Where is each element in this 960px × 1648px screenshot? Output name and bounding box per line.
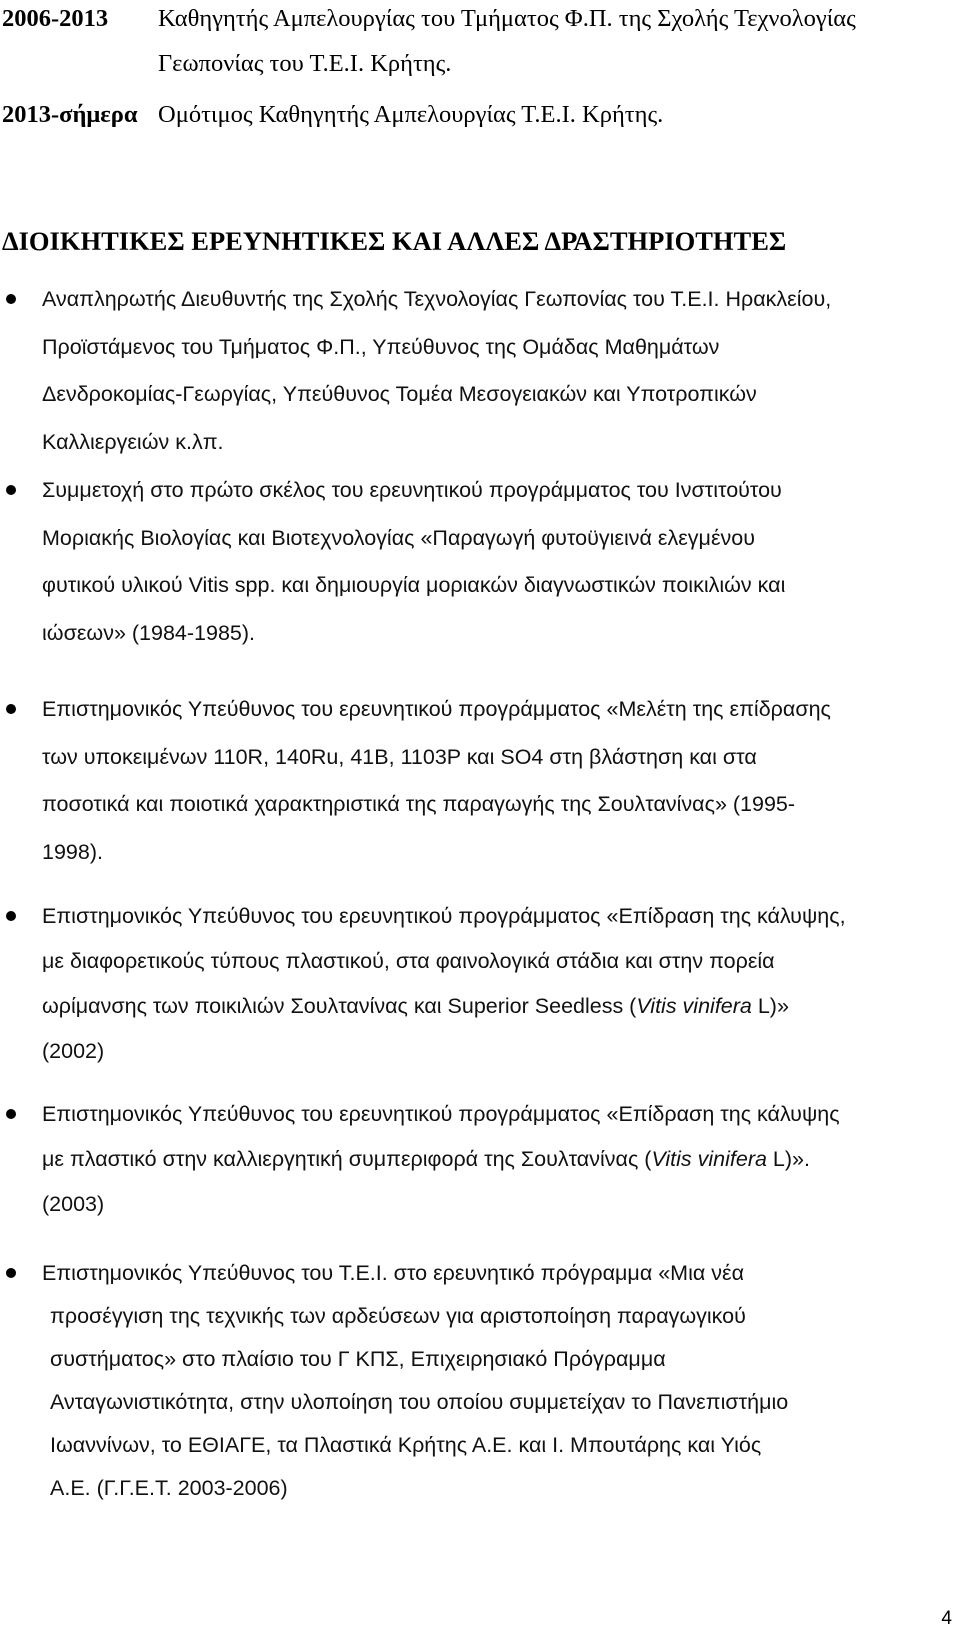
page-number: 4 (941, 1608, 952, 1629)
bullet-icon (6, 704, 16, 714)
career-line: Γεωπονίας του Τ.Ε.Ι. Κρήτης. (158, 50, 452, 77)
activity-line: ιώσεων» (1984-1985). (42, 620, 255, 645)
activity-text (42, 467, 942, 657)
activity-line: Α.Ε. (Γ.Γ.Ε.Τ. 2003-2006) (50, 1476, 288, 1500)
activity-line: Προϊστάμενος του Τμήματος Φ.Π., Υπεύθυνος της Ομάδας Μαθημάτων (42, 334, 720, 359)
activity-line: Μοριακής Βιολογίας και Βιοτεχνολογίας «Παραγωγή φυτοϋγιεινά ελεγμένου (42, 525, 755, 550)
bullet-icon (6, 1268, 16, 1278)
activity-line: των υποκειμένων 110R, 140Ru, 41B, 1103P και SO4 στη βλάστηση και στα (42, 744, 757, 769)
activity-text (42, 276, 942, 466)
career-years: 2006-2013 (2, 5, 109, 32)
activity-line: Επιστημονικός Υπεύθυνος του ερευνητικού προγράμματος «Μελέτη της επίδρασης (42, 697, 831, 721)
activity-line: (2002) (42, 1039, 105, 1063)
career-line: Καθηγητής Αμπελουργίας του Τμήματος Φ.Π. της Σχολής Τεχνολογίας (158, 5, 856, 32)
activity-line: Καλλιεργειών κ.λπ. (42, 429, 224, 454)
activity-text (42, 894, 942, 1074)
activity-line: Επιστημονικός Υπεύθυνος του ερευνητικού προγράμματος «Επίδραση της κάλυψης (42, 1102, 840, 1126)
activity-text (42, 1252, 942, 1510)
activity-line: με πλαστικό στην καλλιεργητική συμπεριφορά της Σουλτανίνας (Vitis vinifera L)». (42, 1147, 810, 1171)
activity-line: συστήματος» στο πλαίσιο του Γ ΚΠΣ, Επιχειρησιακό Πρόγραμμα (50, 1347, 666, 1371)
activity-line: φυτικού υλικού Vitis spp. και δημιουργία μοριακών διαγνωστικών ποικιλιών και (42, 573, 786, 597)
activity-line: Δενδροκομίας-Γεωργίας, Υπεύθυνος Τομέα Μεσογειακών και Υποτροπικών (42, 382, 757, 406)
activity-line: 1998). (42, 839, 103, 864)
bullet-icon (6, 485, 16, 495)
activity-text (42, 686, 942, 876)
activity-line: (2003) (42, 1192, 105, 1216)
activity-line: Ανταγωνιστικότητα, στην υλοποίηση του οποίου συμμετείχαν το Πανεπιστήμιο (50, 1390, 789, 1414)
activity-line: Επιστημονικός Υπεύθυνος του ερευνητικού προγράμματος «Επίδραση της κάλυψης, (42, 904, 846, 928)
activity-line: προσέγγιση της τεχνικής των αρδεύσεων για αριστοποίηση παραγωγικού (50, 1304, 746, 1328)
activity-line: Επιστημονικός Υπεύθυνος του Τ.Ε.Ι. στο ερευνητικό πρόγραμμα «Μια νέα (42, 1261, 745, 1285)
bullet-icon (6, 294, 16, 304)
career-years: 2013-σήμερα (2, 101, 138, 128)
activity-line: Ιωαννίνων, το ΕΘΙΑΓΕ, τα Πλαστικά Κρήτης Α.Ε. και Ι. Μπουτάρης και Υιός (50, 1433, 762, 1457)
activity-line: ωρίμανσης των ποικιλιών Σουλτανίνας και Superior Seedless (Vitis vinifera L)» (42, 994, 789, 1018)
career-description (158, 92, 918, 137)
career-line: Ομότιμος Καθηγητής Αμπελουργίας Τ.Ε.Ι. Κρήτης. (158, 101, 664, 128)
career-description (158, 0, 918, 86)
activity-line: Συμμετοχή στο πρώτο σκέλος του ερευνητικού προγράμματος του Ινστιτούτου (42, 478, 782, 502)
activity-text (42, 1092, 942, 1227)
section-heading: ΔΙΟΙΚΗΤΙΚΕΣ ΕΡΕΥΝΗΤΙΚΕΣ ΚΑΙ ΑΛΛΕΣ ΔΡΑΣΤΗΡΙΟΤΗΤΕΣ (2, 226, 787, 256)
bullet-icon (6, 1109, 16, 1119)
activity-line: Αναπληρωτής Διευθυντής της Σχολής Τεχνολογίας Γεωπονίας του Τ.Ε.Ι. Ηρακλείου, (42, 287, 832, 311)
activity-line: ποσοτικά και ποιοτικά χαρακτηριστικά της παραγωγής της Σουλτανίνας» (1995- (42, 792, 796, 816)
activity-line: με διαφορετικούς τύπους πλαστικού, στα φαινολογικά στάδια και στην πορεία (42, 949, 775, 973)
bullet-icon (6, 911, 16, 921)
